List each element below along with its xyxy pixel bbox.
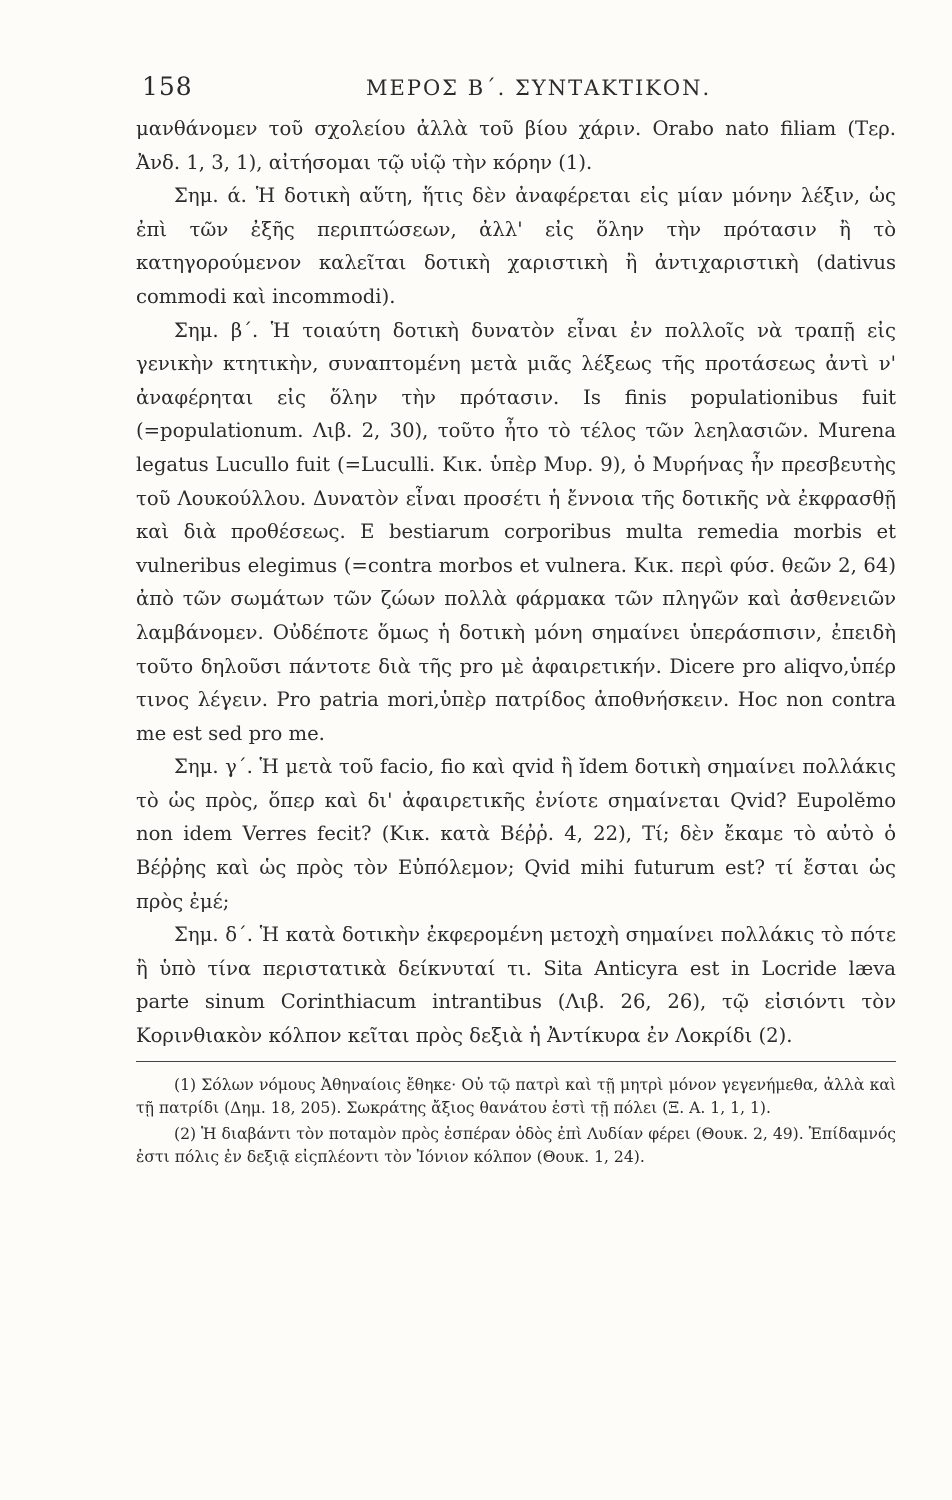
paragraph-note-d: Σημ. δ΄. Ἡ κατὰ δοτικὴν ἐκφερομένη μετοχὴ σημαίνει πολλάκις τὸ πότε ἢ ὑπὸ τίνα περιστατικὰ δείκνυταί τι. Sita Anticyra est in Locride læva parte sinum Corinthiacum intrantibus (Λιβ. 26, 26), τῷ εἰσιόντι τὸν Κορινθιακὸν κόλπον κεῖται πρὸς δεξιὰ ἡ Ἀντίκυρα ἐν Λοκρίδι (2).: [136, 923, 896, 1048]
paragraph-note-c: Σημ. γ΄. Ἡ μετὰ τοῦ facio, fio καὶ qvid ἢ ĭdem δοτικὴ σημαίνει πολλάκις τὸ ὡς πρὸς, ὅπερ καὶ δι' ἀφαιρετικῆς ἐνίοτε σημαίνεται Qvid? Eupolĕmo non idem Verres fecit? (Κικ. κατὰ Βέῤῥ. 4, 22), Τί; δὲν ἔκαμε τὸ αὐτὸ ὁ Βέῤῥης καὶ ὡς πρὸς τὸν Εὐπόλεμον; Qvid mihi futurum est? τί ἔσται ὡς πρὸς ἐμέ;: [136, 755, 896, 913]
footnote-divider: [136, 1061, 896, 1062]
book-page: [136, 72, 896, 1172]
footnote-2: (2) Ἡ διαβάντι τὸν ποταμὸν πρὸς ἑσπέραν ὁδὸς ἐπὶ Λυδίαν φέρει (Θουκ. 2, 49). Ἐπίδαμνός ἐστι πόλις ἐν δεξιᾷ εἰςπλέοντι τὸν Ἰόνιον κόλπον (Θουκ. 1, 24).: [136, 1124, 896, 1166]
footnote-1: (1) Σόλων νόμους Ἀθηναίοις ἔθηκε· Οὐ τῷ πατρὶ καὶ τῇ μητρὶ μόνον γεγενήμεθα, ἀλλὰ καὶ τῇ πατρίδι (Δημ. 18, 205). Σωκράτης ἄξιος θανάτου ἐστὶ τῇ πόλει (Ξ. Α. 1, 1, 1).: [136, 1075, 896, 1117]
paragraph-note-b: Σημ. β΄. Ἡ τοιαύτη δοτικὴ δυνατὸν εἶναι ἐν πολλοῖς νὰ τραπῇ εἰς γενικὴν κτητικὴν, συναπτομένη μετὰ μιᾶς λέξεως τῆς προτάσεως ἀντὶ ν' ἀναφέρηται εἰς ὅλην τὴν πρότασιν. Is finis populationibus fuit (=populationum. Λιβ. 2, 30), τοῦτο ἦτο τὸ τέλος τῶν λεηλασιῶν. Murena legatus Lucullo fuit (=Luculli. Κικ. ὑπὲρ Μυρ. 9), ὁ Μυρήνας ἦν πρεσβευτὴς τοῦ Λουκούλλου. Δυνατὸν εἶναι προσέτι ἡ ἔννοια τῆς δοτικῆς νὰ ἐκφρασθῇ καὶ διὰ προθέσεως. E bestiarum corporibus multa remedia morbis et vulneribus elegimus (=contra morbos et vulnera. Κικ. περὶ φύσ. θεῶν 2, 64) ἀπὸ τῶν σωμάτων τῶν ζώων πολλὰ φάρμακα τῶν πληγῶν καὶ ἀσθενειῶν λαμβάνομεν. Οὐδέποτε ὅμως ἡ δοτικὴ μόνη σημαίνει ὑπεράσπισιν, ἐπειδὴ τοῦτο δηλοῦσι πάντοτε διὰ τῆς pro μὲ ἀφαιρετικήν. Dicere pro aliqvo,ὑπέρ τινος λέγειν. Pro patria mori,ὑπὲρ πατρίδος ἀποθνήσκειν. Hoc non contra me est sed pro me.: [136, 318, 896, 745]
running-head: ΜΕΡΟΣ Β΄. ΣΥΝΤΑΚΤΙΚΟΝ.: [366, 76, 712, 100]
paragraph-note-a: Σημ. ά. Ἡ δοτικὴ αὕτη, ἥτις δὲν ἀναφέρεται εἰς μίαν μόνην λέξιν, ὡς ἐπὶ τῶν ἐξῆς περιπτώσεων, ἀλλ' εἰς ὅλην τὴν πρότασιν ἢ τὸ κατηγορούμενον καλεῖται δοτικὴ χαριστικὴ ἢ ἀντιχαριστικὴ (dativus commodi καὶ incommodi).: [136, 184, 896, 308]
page-number: 158: [142, 72, 193, 101]
paragraph-continuation: μανθάνομεν τοῦ σχολείου ἀλλὰ τοῦ βίου χάριν. Orabo nato filiam (Τερ. Ἀνδ. 1, 3, 1), αἰτήσομαι τῷ υἱῷ τὴν κόρην (1).: [136, 117, 896, 174]
page-header: [136, 72, 896, 112]
footnotes: [136, 1074, 896, 1169]
body-text: [136, 112, 896, 1053]
